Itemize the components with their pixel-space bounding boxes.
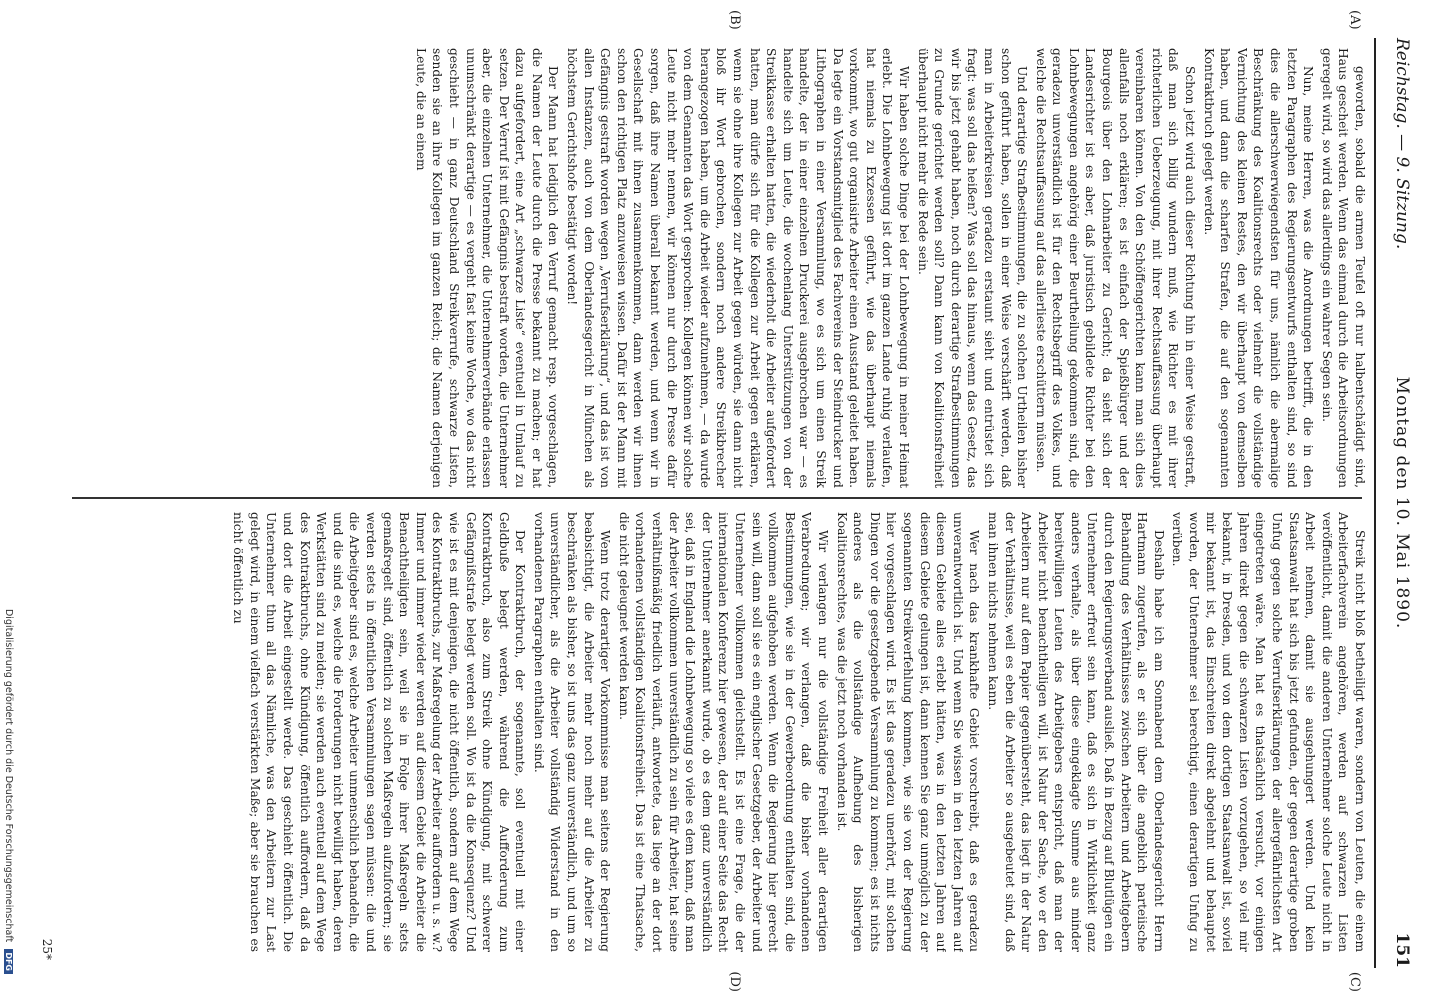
paragraph: Streik nicht bloß betheiligt waren, sondern von Leuten, die einem Arbeiterfachverein angehören, werden auf schwarzen Listen veröffentlicht, damit die anderen Unternehmer solche Leute nicht in Arbeit nehmen, damit sie ausgehungert werden. Und kein Staatsanwalt hat sich bis jetzt gefunden, der gegen derartige groben Unfug gegen solche Verrufserklärungen der allergefährlichsten Art eingetreten wäre. Man hat es thatsächlich versucht, vor einigen Jahren direkt gegen die schwarzen Listen vorzugehen, so viel mir bekannt, in Dresden, und von dem dortigen Staatsanwalt ist, soviel mir bekannt ist, das Einschreiten direkt abgelehnt und behauptet worden, der Unternehmer sei berechtigt, einen derartigen Unfug zu verüben. [1170, 512, 1367, 952]
right-text-column [58, 512, 1368, 952]
header-rule [1374, 38, 1376, 968]
paragraph: Wer nach das krankhafte Gebiet vorschreibt, daß es geradezu unverantwortlich ist. Und wenn Sie wissen in den letzten Jahren auf diesem Gebiete alles erlebt hätten, was in den letzten Jahren auf diesem Gebiete gelungen ist, dann kennen Sie ganz unmöglich zu der sogenannten Streikverfehlung kommen, wie sie von der Regierung hier vorgeschlagen wird. Es ist das geradezu unerhört, mit solchen Dingen vor die gesetzgebende Versammlung zu kommen; es ist nichts anderes als die vollständige Aufhebung des bisherigen Koalitionsrechtes, was die jetzt noch vorhanden ist. [834, 512, 982, 952]
page-header [1376, 38, 1422, 968]
page-number: 151 [1392, 932, 1412, 968]
paragraph: Der Kontraktbruch, der sogenannte, soll eventuell mit einer Geldbuße belegt werden, während die Aufforderung zum Kontraktbruch, also zum Streik ohne Kündigung, mit schwerer Gefängnißstrafe belegt werden soll. Wo ist da die Konsequenz? Und wie ist es mit denjenigen, die nicht öffentlich, sondern auf dem Wege des Kontraktbruchs, zur Maßregelung der Arbeiter auffordern u. s. w.? Immer und immer wieder werden auf diesem Gebiet die Arbeiter die Benachtheiligten sein, weil sie in Folge ihrer Maßregeln stets gemaßregelt sind, öffentlich zu solchen Maßregeln aufzufordern; sie werden stets in öffentlichen Versammlungen sagen müssen: die und die Arbeitgeber sind es, welche Arbeiter unmenschlich behandeln, die und die sind es, welche die Forderungen nicht bewilligt haben, deren Werkstätten sind zu meiden; sie werden auch eventuell auf dem Wege des Kontraktbruchs, ohne Kündigung, öffentlich auffordern, daß da und dort die Arbeit eingestellt werde. Das geschieht öffentlich. Die Unternehmer thun all das Nämliche, was den Arbeitern zur Last gelegt wird, in einem vielfach verstärkten Maße; aber sie brauchen es nicht öffentlich zu [231, 512, 528, 952]
paragraph: geworden, sobald die armen Teufel oft nur halbentschädigt sind, Haus gescheit werden. Wenn das einmal durch die Arbeitsordnungen geregelt wird, so wird das allerdings ein wahrer Segen sein. [1319, 48, 1367, 488]
margin-letter-d: (D) [727, 971, 742, 992]
paragraph: Der Mann hat lediglich den Verruf gemacht resp. vorgeschlagen, die Namen der Leute durch die Presse bekannt zu machen; er hat dazu aufgefordert, eine Art „schwarze Liste“ eventuell in Umlauf zu setzen. Der Verruf ist mit Gefängnis bestraft worden, die Unternehmer aber, die einzelnen Unternehmer, die Unternehmerverbände erlassen unumschränkt derartige — es vergeht fast keine Woche, wo das nicht geschieht — in ganz Deutschland Streikverrufe, schwarze Listen, senden sie an ihre Kollegen im ganzen Reich; die Namen derjenigen Leute, die an einem [413, 48, 561, 488]
paragraph: Deshalb habe ich am Sonnabend dem Oberlandesgericht Herrn Hartmann zugerufen, als er sich über die angeblich parteiische Behandlung des Verhältnisses zwischen Arbeitern und Arbeitgebern durch den Regierungsverband ausließ. Daß in Bezug auf Blutlügen ein Unternehmer erfreut sein kann, daß es sich in Wirklichkeit ganz anders verhalte, als über diese eingeklagte Summe aus minder bereitwilligen Leuten des Arbeitgebers entspricht, daß man der Arbeiter nicht benachtheiligen will, ist Natur der Sache, wo er den Arbeitern nur auf dem Papier gegenübersteht, das liegt in der Natur der Verhältnisse, weil es eben die Arbeiter so ausgebeutet sind, daß man ihnen nichts nehmen kann. [985, 512, 1166, 952]
margin-letter-c: (C) [1347, 971, 1362, 992]
paragraph: Wenn trotz derartiger Vorkommnisse man seitens der Regierung beabsichtigt, die Arbeiter mehr noch mehr auf die Arbeiter zu beschränken als bisher, so ist uns das ganz unverständlich, und um so unverständlicher, als die Arbeiter vollständig Widerstand in den vorhandenen Paragraphen enthalten sind. [531, 512, 613, 952]
paragraph: Wir verlangen nur die vollständige Freiheit aller derartigen Verabredungen; wir verlangen, daß die bisher vorhandenen Bestimmungen, wie sie in der Gewerbeordnung enthalten sind, die vollkommen aufgehoben werden. Wenn die Regierung hier gerecht sein will, dann soll sie es ein englischer Gesetzgeber, der Arbeiter und Unternehmer vollkommen gleichstellt. Es ist eine Frage, die der internationalen Konferenz hier gewesen, der auf einer Seite das Recht der Unternehmer anerkannt wurde, ob es dem ganz unverständlich sei, daß in England die Lohnbewegung so viele es dem kann, daß man der Arbeiter vollkommen unverständlich zu sein für Arbeiter, hat seine verhältnißmäßig friedlich verläuft, antwortete, das liege an der dort vorhandenen vollständigen Koalitionsfreiheit. Das ist eine Thatsache, die nicht geleugnet werden kann. [616, 512, 830, 952]
paragraph: Und derartige Strafbestimmungen, die zu solchen Urtheilen bisher schon geführt haben, sollen in einer Weise verschärft werden, daß man in Arbeiterkreisen geradezu erstaunt sieht und entrüstet sich fragt: was soll das heißen? Was soll das hinaus, wenn das Gesetz, das wir bis jetzt gehabt haben, noch durch derartige Strafbestimmungen zu Grunde gerichtet werden soll? Dann kann von Koalitionsfreiheit überhaupt nicht mehr die Rede sein. [915, 48, 1030, 488]
paragraph: Nun, meine Herren, was die Anordnungen betrifft, die in den letzten Paragraphen des Regierungsentwurfs enthalten sind, so sind dies die allerschwerwiegendsten für uns, nämlich die abermalige Beschränkung des Koalitionsrechts oder vielmehr die vollständige Vernichtung des kleinen Restes, den wir überhaupt von demselben haben, und dann die scharfen Strafen, die auf den sogenannten Kontraktbruch gelegt werden. [1201, 48, 1316, 488]
margin-letter-b: (B) [727, 10, 742, 30]
column-divider [72, 497, 1362, 499]
paragraph: Schon jetzt wird auch dieser Richtung hin in einer Weise gestraft, daß man sich billig wundern muß, wie Richter es mit ihrer richterlichen Ueberzeugung, mit ihrer Rechtsauffassung überhaupt vereinbaren können. Von den Schöffengerichten kann man sich dies allenfalls noch erklären; es ist einfach der Spießbürger und der Bourgeois über den Lohnarbeiter zu Gericht; da sieht sich der Landesrichter ist es aber, daß juristisch gebildete Richter bei den Lohnbewegungen angehörig einer Beurtheilung gekommen sind, die geradezu unverständlich ist für den Rechtsbegriff des Volkes, und welche die Rechtsauffassung auf das allerlieste erschüttern müssen. [1033, 48, 1198, 488]
left-text-column [58, 48, 1368, 488]
header-section-title: Reichstag. — 9. Sitzung. [1392, 38, 1412, 250]
header-date: Montag den 10. Mai 1890. [1392, 376, 1412, 630]
margin-letter-a: (A) [1347, 10, 1362, 30]
paragraph: Wir haben solche Dinge bei der Lohnbewegung in meiner Heimat erlebt. Die Lohnbewegung ist dort im ganzen Lande ruhig verlaufen, hat niemals zu Exzessen geführt, wie das überhaupt niemals vorkommt, wo gut organisirte Arbeiter einen Ausstand geleitet haben. Da legte ein Vorstandsmitglied des Fachvereins der Steindrucker und Lithographen in einer Versammlung, wo es sich um einen Streik handelte, der in einer einzelnen Druckerei ausgebrochen war — es handelte sich um Leute, die wochenlang Unterstützungen von der Streikkasse erhalten hatten, die wiederholt die Arbeiter aufgefordert hatten, man dürfe sich für die Kollegen zur Arbeit gegen erklären, wenn sie ohne ihre Kollegen zur Arbeit gegen würden, sie dann nicht bloß ihr Wort gebrochen, sondern noch andere Streikbrecher herangezogen haben, um die Arbeit wieder aufzunehmen, — da wurde von dem Genannten das Wort gesprochen: Kollegen können wir solche Leute nicht mehr nennen, wir können nur durch die Presse dafür sorgen, daß ihre Namen überall bekannt werden, und wenn wir in Gesellschaft mit ihnen zusammenkommen, dann werden wir ihnen schon den richtigen Platz anzuweisen wissen. Dafür ist der Mann mit Gefängnis gestraft worden wegen „Verrufserklärung“, und das ist von allen Instanzen, auch von dem Oberlandesgericht in München als höchstem Gerichtshofe bestätigt worden! [565, 48, 911, 488]
digitization-credit [3, 0, 14, 1000]
credit-text: Digitalisierung gefördert durch die Deutsche Forschungsgemeinschaft [3, 608, 14, 943]
dfg-logo: DFG [4, 949, 13, 974]
page-signature: 25* [40, 938, 54, 960]
